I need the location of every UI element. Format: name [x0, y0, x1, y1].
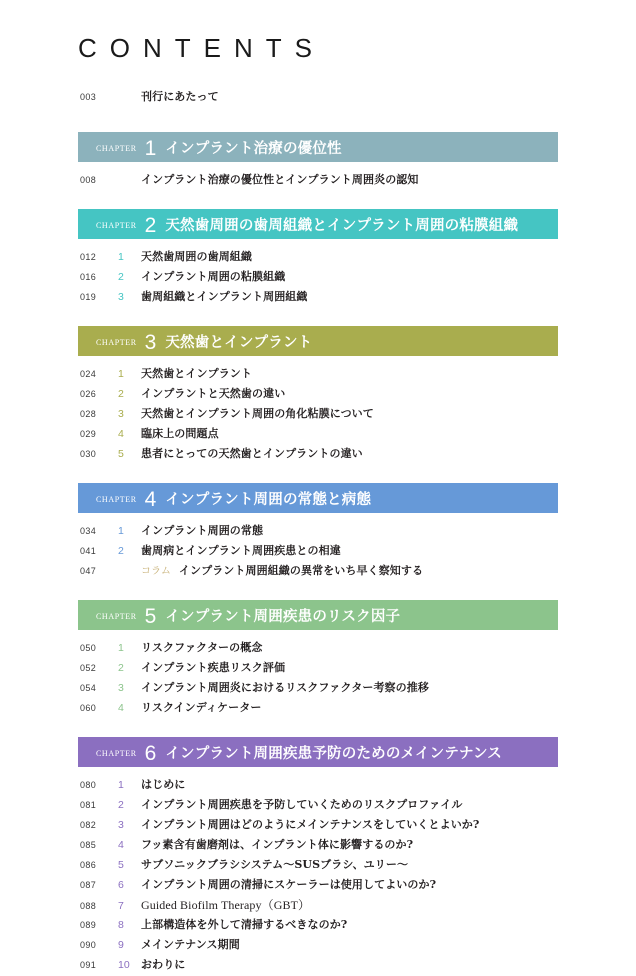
toc-entry[interactable] — [0, 699, 636, 719]
toc-entry[interactable] — [0, 542, 636, 562]
entry-title: 患者にとっての天然歯とインプラントの違い — [141, 447, 363, 460]
spacer — [0, 513, 636, 522]
spacer — [0, 308, 636, 326]
entry-page-number: 050 — [80, 643, 97, 653]
entry-item-number: 4 — [118, 702, 124, 714]
entry-page-number: 019 — [80, 292, 97, 302]
entry-item-number: 5 — [118, 448, 124, 460]
chapter-title: インプラント周囲疾患のリスク因子 — [165, 607, 401, 625]
entry-item-number: 3 — [118, 819, 124, 831]
entry-item-number: 1 — [118, 525, 124, 537]
spacer — [0, 767, 636, 776]
entry-page-number: 054 — [80, 683, 97, 693]
entry-page-number: 012 — [80, 252, 97, 262]
chapter-label: chapter — [96, 333, 137, 348]
entry-title: 上部構造体を外して清掃するべきなのか? — [141, 918, 348, 931]
entry-title: サブソニックブラシシステム〜SUSブラシ、ユリー〜 — [141, 858, 409, 871]
toc-entry[interactable] — [0, 385, 636, 405]
spacer — [0, 465, 636, 483]
toc-entry[interactable] — [0, 776, 636, 796]
toc-entry[interactable] — [0, 171, 636, 191]
chapter-item-list — [0, 639, 636, 719]
chapter-banner-3[interactable] — [78, 326, 558, 356]
chapter-number: 1 — [144, 136, 157, 160]
entry-title: インプラント周囲の清掃にスケーラーは使用してよいのか? — [141, 878, 437, 891]
toc-entry[interactable] — [0, 522, 636, 542]
chapter-banner-5[interactable] — [78, 600, 558, 630]
entry-item-number: 2 — [118, 799, 124, 811]
entry-title: 刊行にあたって — [141, 90, 219, 103]
chapter-item-list — [0, 171, 636, 191]
entry-page-number: 088 — [80, 901, 97, 911]
page-title: CONTENTS — [78, 33, 325, 63]
entry-item-number: 1 — [118, 251, 124, 263]
chapter-label: chapter — [96, 139, 137, 154]
chapter-banner-4[interactable] — [78, 483, 558, 513]
entry-title: 天然歯周囲の歯周組織 — [141, 250, 252, 263]
chapter-number: 6 — [144, 741, 157, 765]
spacer — [0, 719, 636, 737]
entry-item-number: 2 — [118, 545, 124, 557]
chapter-label: chapter — [96, 490, 137, 505]
spacer — [0, 162, 636, 171]
entry-title: 天然歯とインプラント — [141, 367, 252, 380]
entry-page-number: 003 — [80, 92, 97, 102]
chapter-number: 5 — [144, 604, 157, 628]
entry-page-number: 029 — [80, 429, 97, 439]
chapter-banner-1[interactable] — [78, 132, 558, 162]
entry-page-number: 087 — [80, 880, 97, 890]
entry-title: 臨床上の問題点 — [141, 427, 219, 440]
entry-page-number: 034 — [80, 526, 97, 536]
entry-page-number: 041 — [80, 546, 97, 556]
toc-entry[interactable] — [0, 796, 636, 816]
chapter-number: 2 — [144, 213, 157, 237]
entry-item-number: 1 — [118, 368, 124, 380]
toc-entry[interactable] — [0, 562, 636, 582]
toc-entry[interactable] — [0, 896, 636, 916]
toc-entry[interactable] — [0, 916, 636, 936]
entry-item-number: 6 — [118, 879, 124, 891]
entry-title: 歯周病とインプラント周囲疾患との相違 — [141, 544, 341, 557]
entry-title: インプラント治療の優位性とインプラント周囲炎の認知 — [141, 173, 419, 186]
chapter-label: chapter — [96, 216, 137, 231]
entry-item-number: 5 — [118, 859, 124, 871]
entry-item-number: 1 — [118, 642, 124, 654]
entry-page-number: 016 — [80, 272, 97, 282]
front-matter-entry[interactable] — [0, 88, 636, 114]
chapter-item-list — [0, 248, 636, 308]
spacer — [0, 114, 636, 132]
chapter-item-list — [0, 776, 636, 976]
entry-page-number: 089 — [80, 920, 97, 930]
entry-title: Guided Biofilm Therapy（GBT） — [141, 898, 311, 912]
entry-item-number: 3 — [118, 291, 124, 303]
toc-entry[interactable] — [0, 405, 636, 425]
entry-title: インプラント周囲組織の異常をいち早く察知する — [178, 564, 424, 577]
entry-title: 天然歯とインプラント周囲の角化粘膜について — [141, 407, 374, 420]
entry-item-number: 7 — [118, 900, 124, 912]
toc-entry[interactable] — [0, 679, 636, 699]
toc-entry[interactable] — [0, 248, 636, 268]
toc-entry[interactable] — [0, 836, 636, 856]
toc-entry[interactable] — [0, 288, 636, 308]
entry-item-number: 3 — [118, 682, 124, 694]
entry-page-number: 028 — [80, 409, 97, 419]
entry-page-number: 030 — [80, 449, 97, 459]
entry-title: メインテナンス期間 — [141, 938, 240, 951]
toc-entry[interactable] — [0, 425, 636, 445]
toc-entry[interactable] — [0, 876, 636, 896]
chapter-banner-2[interactable] — [78, 209, 558, 239]
spacer — [0, 191, 636, 209]
toc-entry[interactable] — [0, 956, 636, 976]
toc-entry[interactable] — [0, 268, 636, 288]
spacer — [0, 582, 636, 600]
entry-page-number: 024 — [80, 369, 97, 379]
entry-page-number: 090 — [80, 940, 97, 950]
toc-entry[interactable] — [0, 936, 636, 956]
chapter-banner-6[interactable] — [78, 737, 558, 767]
entry-page-number: 047 — [80, 566, 97, 576]
entry-page-number: 081 — [80, 800, 97, 810]
entry-title: リスクインディケーター — [141, 701, 262, 714]
entry-item-number: 8 — [118, 919, 124, 931]
chapter-number: 3 — [144, 330, 157, 354]
entry-kicker-label: コラム — [141, 566, 171, 577]
toc-entry[interactable] — [0, 659, 636, 679]
toc-entry[interactable] — [0, 445, 636, 465]
entry-item-number: 2 — [118, 662, 124, 674]
entry-item-number: 10 — [118, 959, 130, 971]
chapter-label: chapter — [96, 607, 137, 622]
entry-page-number: 086 — [80, 860, 97, 870]
entry-page-number: 026 — [80, 389, 97, 399]
entry-page-number: 085 — [80, 840, 97, 850]
entry-title: インプラント周囲炎におけるリスクファクター考察の推移 — [141, 681, 429, 694]
entry-title: はじめに — [141, 778, 186, 791]
entry-item-number: 4 — [118, 428, 124, 440]
entry-item-number: 2 — [118, 388, 124, 400]
entry-page-number: 008 — [80, 175, 97, 185]
table-of-contents — [0, 88, 636, 976]
entry-item-number: 3 — [118, 408, 124, 420]
chapter-title: インプラント周囲の常態と病態 — [165, 490, 372, 508]
chapter-label: chapter — [96, 744, 137, 759]
entry-title: インプラント周囲疾患を予防していくためのリスクプロファイル — [141, 798, 463, 811]
spacer — [0, 630, 636, 639]
toc-entry[interactable] — [0, 816, 636, 836]
entry-page-number: 080 — [80, 780, 97, 790]
chapter-title: インプラント周囲疾患予防のためのメインテナンス — [165, 744, 502, 762]
toc-entry[interactable] — [0, 365, 636, 385]
chapter-title: 天然歯とインプラント — [165, 333, 313, 351]
entry-title: フッ素含有歯磨剤は、インプラント体に影響するのか? — [141, 838, 414, 851]
toc-entry[interactable] — [0, 856, 636, 876]
entry-title: インプラント周囲の粘膜組織 — [141, 270, 286, 283]
chapter-title: 天然歯周囲の歯周組織とインプラント周囲の粘膜組織 — [165, 216, 519, 234]
chapter-item-list — [0, 365, 636, 465]
entry-page-number: 052 — [80, 663, 97, 673]
entry-page-number: 060 — [80, 703, 97, 713]
entry-title: インプラント周囲の常態 — [141, 524, 264, 537]
entry-title: 歯周組織とインプラント周囲組織 — [141, 290, 308, 303]
chapter-number: 4 — [144, 487, 157, 511]
entry-title: おわりに — [141, 958, 186, 971]
entry-title: インプラントと天然歯の違い — [141, 387, 286, 400]
entry-item-number: 9 — [118, 939, 124, 951]
entry-page-number: 082 — [80, 820, 97, 830]
chapter-title: インプラント治療の優位性 — [165, 139, 342, 157]
spacer — [0, 239, 636, 248]
entry-title: インプラント疾患リスク評価 — [141, 661, 286, 674]
spacer — [0, 356, 636, 365]
entry-item-number: 2 — [118, 271, 124, 283]
toc-entry[interactable] — [0, 639, 636, 659]
entry-item-number: 4 — [118, 839, 124, 851]
entry-title: リスクファクターの概念 — [141, 641, 263, 654]
chapter-item-list — [0, 522, 636, 582]
entry-page-number: 091 — [80, 960, 97, 970]
entry-item-number: 1 — [118, 779, 124, 791]
entry-title: インプラント周囲はどのようにメインテナンスをしていくとよいか? — [141, 818, 480, 831]
